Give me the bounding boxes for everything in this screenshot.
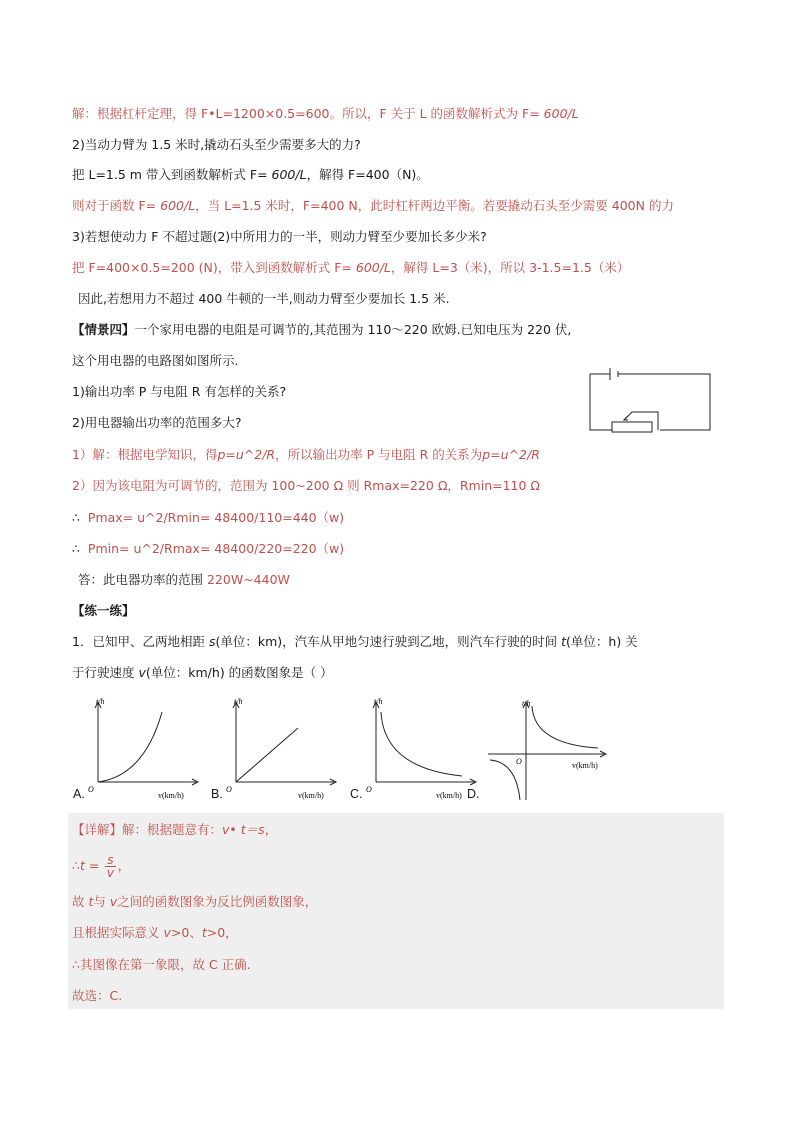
final-answer xyxy=(78,571,290,589)
therefore-symbol: ∴ xyxy=(72,541,80,556)
detail-line-4 xyxy=(72,924,238,942)
section-title: 【情景四】 xyxy=(72,322,135,337)
text: 1．已知甲、乙两地相距 xyxy=(72,634,209,649)
question-2: 2)当动力臂为 1.5 米时,撬动石头至少需要多大的力? xyxy=(72,137,361,152)
option-d-label: D. xyxy=(467,787,480,801)
pmin-line xyxy=(72,540,344,558)
var: t xyxy=(561,634,567,649)
var: t xyxy=(88,894,94,909)
formula: 600/L xyxy=(543,106,579,121)
text: ，所以输出功率 P 与电阻 R 的关系为 xyxy=(275,447,483,462)
text: ，当 L=1.5 米时，F=400 N，此时杠杆两边平衡。若要撬动石头至少需要 400N 的力 xyxy=(195,198,674,213)
text: 故 xyxy=(72,894,89,909)
text: Pmax= u^2/Rmin= 48400/110=440（w) xyxy=(87,510,345,525)
scenario-4-line-2: 这个用电器的电路图如图所示. xyxy=(72,353,239,368)
text: (单位：h) 关 xyxy=(566,634,638,649)
scenario-4 xyxy=(72,321,571,339)
text: ， xyxy=(264,822,278,837)
question-1-line-2 xyxy=(72,664,333,682)
fraction xyxy=(105,854,115,879)
detail-line-3 xyxy=(72,893,317,911)
text: 把 F=400×0.5=200 (N)，带入到函数解析式 F= xyxy=(72,260,356,275)
x-axis-label: v(km/h) xyxy=(158,791,184,800)
lhs: t = xyxy=(79,858,100,873)
scenario-question-1: 1)输出功率 P 与电阻 R 有怎样的关系? xyxy=(72,384,287,399)
solution-2-result xyxy=(72,197,674,215)
detail-line-5: ∴其图像在第一象限，故 C 正确. xyxy=(72,957,251,972)
text: 且根据实际意义 xyxy=(72,925,164,940)
formula: p=u^2/R xyxy=(217,447,276,462)
x-axis-label: v(km/h) xyxy=(436,791,462,800)
var: s xyxy=(208,634,216,649)
origin-label: O xyxy=(366,785,372,794)
origin-label: O xyxy=(88,785,94,794)
detail-line-1 xyxy=(72,821,277,839)
text: ，解得 L=3（米)，所以 3-1.5=1.5（米） xyxy=(390,260,630,275)
detail-box xyxy=(68,813,724,1009)
text: >0， xyxy=(206,925,238,940)
formula: 600/L xyxy=(355,260,391,275)
y-axis-label: t/h xyxy=(374,698,383,706)
origin-label: O xyxy=(516,757,522,766)
detail-line-2 xyxy=(72,852,130,880)
answer-2: 2）因为该电阻为可调节的，范围为 100~200 Ω 则 Rmax=220 Ω，Rmin=110 Ω xyxy=(72,478,540,493)
formula: 600/L xyxy=(160,198,196,213)
y-axis-label: t/h xyxy=(96,698,105,706)
text: 之间的函数图象为反比例函数图象， xyxy=(117,894,318,909)
scenario-question-2: 2)用电器输出功率的范围多大? xyxy=(72,415,242,430)
answer-1 xyxy=(72,446,540,464)
text: 解：根据题意有： xyxy=(122,822,223,837)
therefore-symbol: ∴ xyxy=(72,858,80,873)
text: ， xyxy=(117,858,131,873)
formula: p=u^2/R xyxy=(482,447,540,462)
detail-tag: 【详解】 xyxy=(72,822,123,837)
text: >0、 xyxy=(170,925,202,940)
text: 1）解：根据电学知识，得 xyxy=(72,447,218,462)
var: v xyxy=(163,925,171,940)
option-c-label: C. xyxy=(350,787,363,801)
text: 答：此电器功率的范围 xyxy=(78,572,207,587)
conclusion-3: 因此,若想用力不超过 400 牛顿的一半,则动力臂至少要加长 1.5 米. xyxy=(78,291,450,306)
x-axis-label: v(km/h) xyxy=(572,761,598,770)
denominator: v xyxy=(106,866,114,880)
graph-d xyxy=(486,698,612,802)
var: v xyxy=(138,665,146,680)
solution-3 xyxy=(72,259,629,277)
origin-label: O xyxy=(226,785,232,794)
text: (单位：km/h) 的函数图象是（ ） xyxy=(145,665,333,680)
numerator: s xyxy=(107,853,114,867)
solution-2 xyxy=(72,166,429,184)
text: (单位：km)，汽车从甲地匀速行驶到乙地，则汽车行驶的时间 xyxy=(215,634,562,649)
text: 解：根据杠杆定理，得 F•L=1200×0.5=600。所以，F 关于 L 的函数解析式为 F= xyxy=(72,106,544,121)
pmax-line xyxy=(72,509,344,527)
y-axis-label: t/h xyxy=(234,698,243,706)
var: t xyxy=(201,925,207,940)
option-b-label: B. xyxy=(211,787,223,801)
practice-title: 【练一练】 xyxy=(72,603,135,618)
text: ，解得 F=400（N)。 xyxy=(306,167,429,182)
x-axis-label: v(km/h) xyxy=(298,791,324,800)
detail-line-6: 故选：C. xyxy=(72,988,123,1003)
formula: v• t＝s xyxy=(222,822,265,837)
y-axis-label: t/h xyxy=(522,699,531,708)
text: 于行驶速度 xyxy=(72,665,139,680)
text: 一个家用电器的电阻是可调节的,其范围为 110～220 欧姆.已知电压为 220 伏, xyxy=(134,322,572,337)
text: 与 xyxy=(93,894,110,909)
text: 则对于函数 F= xyxy=(72,198,161,213)
question-1-line-1 xyxy=(72,633,638,651)
therefore-symbol: ∴ xyxy=(72,510,80,525)
formula: 600/L xyxy=(271,167,307,182)
circuit-diagram xyxy=(588,366,714,436)
graph-a xyxy=(84,698,204,802)
option-a-label: A. xyxy=(73,787,85,801)
var: v xyxy=(109,894,118,909)
graph-c xyxy=(362,698,482,802)
text: 把 L=1.5 m 带入到函数解析式 F= xyxy=(72,167,272,182)
text: 220W~440W xyxy=(206,572,290,587)
graph-b xyxy=(222,698,342,802)
solution-line-1 xyxy=(72,105,579,123)
text: Pmin= u^2/Rmax= 48400/220=220（w) xyxy=(87,541,345,556)
question-3: 3)若想使动力 F 不超过题(2)中所用力的一半，则动力臂至少要加长多少米? xyxy=(72,229,487,244)
